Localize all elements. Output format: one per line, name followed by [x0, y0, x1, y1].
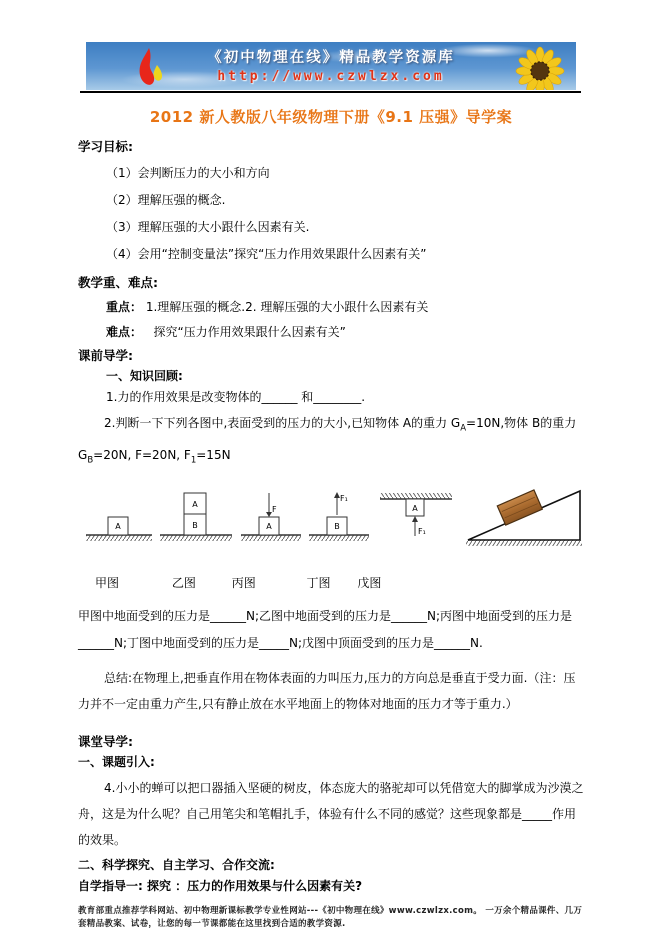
keypoint-text: 1.理解压强的概念.2. 理解压强的大小跟什么因素有关	[145, 300, 429, 314]
selfstudy-guide-1: 自学指导一: 探究 ：压力的作用效果与什么因素有关?	[78, 878, 363, 893]
question-1: 1.力的作用效果是改变物体的______ 和________.	[106, 390, 366, 404]
block-b-label: B	[334, 521, 340, 531]
force-f1-label: F₁	[340, 493, 349, 503]
keypoints-heading: 教学重、难点:	[78, 275, 158, 290]
page-title: 2012 新人教版八年级物理下册《9.1 压强》导学案	[149, 108, 513, 126]
banner-site-title: 《初中物理在线》精品教学资源库	[207, 50, 455, 66]
inclass-heading: 课堂导学:	[78, 733, 133, 749]
preclass-heading: 课前导学:	[78, 348, 133, 363]
block-b-label: B	[192, 520, 199, 530]
section2-heading: 二、科学探究、自主学习、合作交流:	[78, 857, 275, 872]
force-diagrams	[84, 481, 585, 549]
difficulty-label: 难点：	[106, 325, 143, 339]
objective-item: （2）理解压强的概念.	[106, 193, 226, 207]
diagram-labels	[78, 575, 585, 591]
question-4: 4.小小的蝉可以把口器插入坚硬的树皮，体态庞大的骆驼却可以凭借宽大的脚掌成为沙漠之舟，这是为什么呢？自己用笔尖和笔帽扎手，体验有什么不同的感觉？这些现象都是_____作用的效果。	[78, 780, 584, 847]
objective-item: （1）会判断压力的大小和方向	[106, 166, 270, 180]
block-a-label: A	[115, 521, 121, 531]
site-footer: 教育部重点推荐学科网站、初中物理新课标教学专业性网站---《初中物理在线》www.czwlzx.com。 一万余个精品课件、几万套精品教案、试卷，让您的每一节课都能在这里找到合适的教学资源.	[78, 905, 583, 929]
diagram-jia-block-on-ground	[84, 485, 152, 549]
difficulty-text: 探究“压力作用效果跟什么因素有关”	[153, 325, 346, 339]
label-bing: 丙图	[231, 575, 256, 590]
objectives-heading: 学习目标:	[78, 139, 133, 154]
block-a-label: A	[412, 503, 418, 513]
objective-item: （3）理解压强的大小跟什么因素有关.	[106, 220, 310, 234]
block-a-label: A	[192, 499, 199, 509]
sunflower-icon	[514, 45, 566, 90]
diagram-bing-downward-force	[239, 485, 302, 549]
summary-paragraph: 总结:在物理上,把垂直作用在物体表面的力叫压力,压力的方向总是垂直于受力面.（注：压力并不一定由重力产生,只有静止放在水平地面上的物体对地面的压力才等于重力.）	[78, 670, 576, 711]
keypoint-label: 重点：	[106, 300, 143, 314]
diagram-yi-stacked-blocks	[158, 485, 232, 549]
block-a-label: A	[265, 521, 272, 531]
banner-site-url: http://www.czwlzx.com	[217, 69, 445, 84]
topic-intro-heading: 一、课题引入:	[78, 754, 155, 769]
diagram-ding-upward-force	[307, 485, 370, 549]
force-f-label: F	[271, 504, 277, 514]
banner-divider	[80, 91, 581, 93]
fill-in-blanks-line: 甲图中地面受到的压力是______N;乙图中地面受到的压力是______N;丙图中地面受到的压力是______N;丁图中地面受到的压力是_____N;戊图中顶面受到的压力是______N.	[78, 608, 573, 650]
site-banner	[86, 42, 576, 90]
diagram-incline-block	[460, 481, 585, 549]
label-wu: 戊图	[357, 575, 382, 590]
label-ding: 丁图	[306, 575, 331, 590]
label-yi: 乙图	[171, 575, 196, 590]
force-f1-label: F₁	[417, 526, 426, 536]
keypoint-line	[106, 299, 585, 316]
difficulty-line	[106, 324, 585, 341]
question-2: 2.判断一下下列各图中,表面受到的压力的大小,已知物体 A的重力 $G_A=10N$,物体 B的重力 $G_B=20N$, F=20N, $F_1=15N$	[78, 416, 577, 466]
diagram-wu-ceiling-block	[376, 485, 454, 549]
review-heading: 一、知识回顾:	[106, 369, 183, 383]
objective-item: （4）会用“控制变量法”探究“压力作用效果跟什么因素有关”	[106, 247, 427, 261]
label-jia: 甲图	[95, 575, 120, 590]
